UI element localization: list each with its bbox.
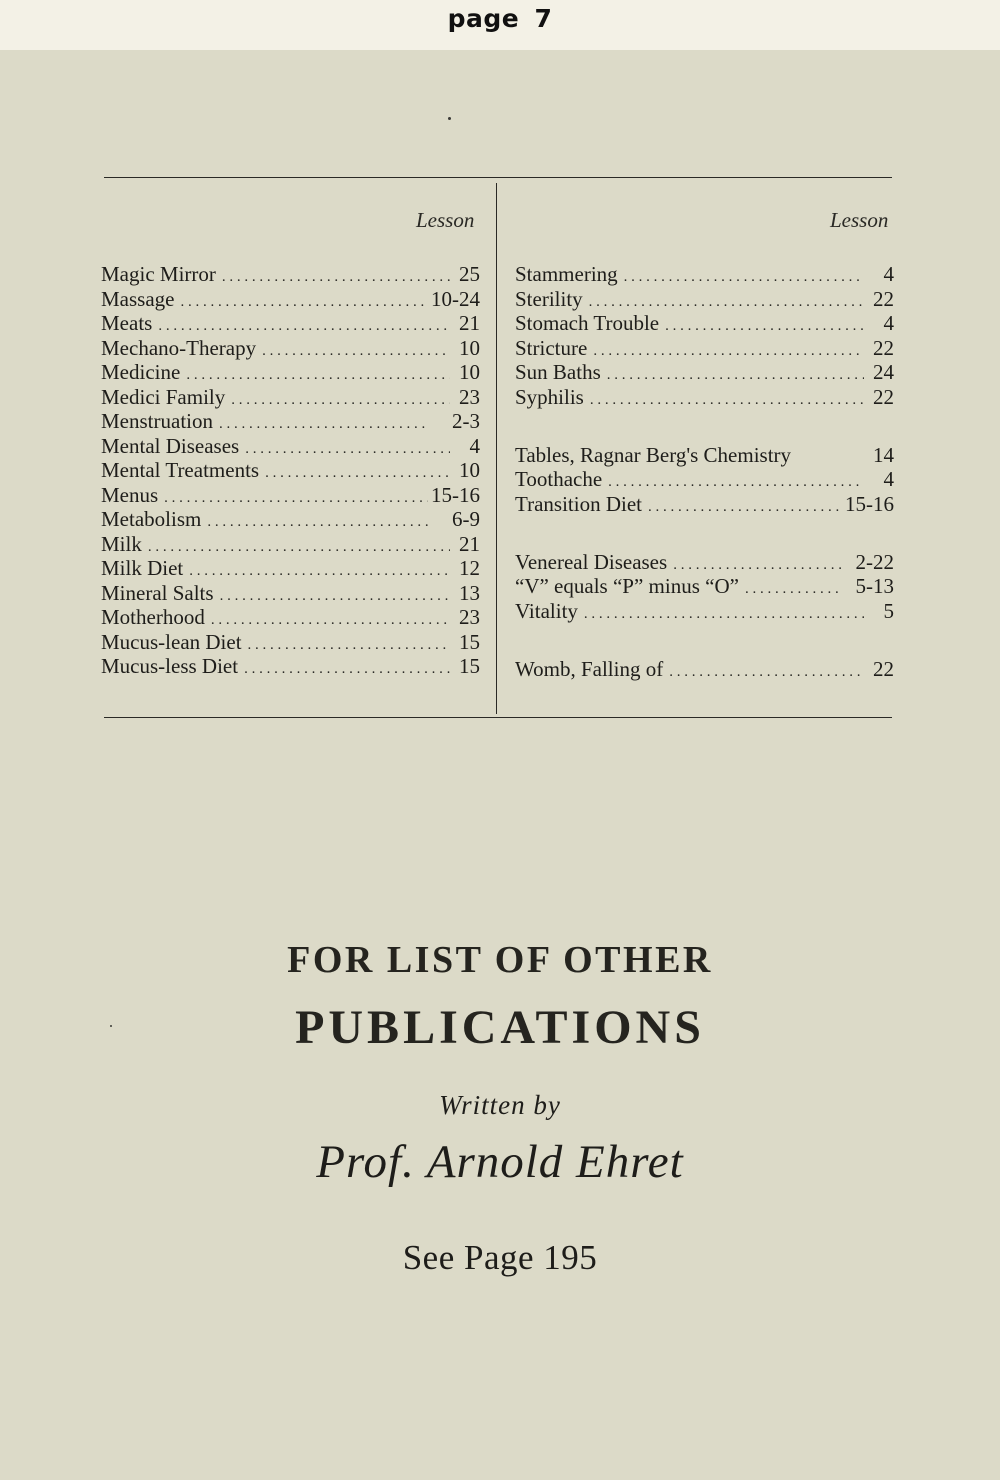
lesson-number: 2-3 xyxy=(452,409,480,433)
index-entry xyxy=(101,458,480,483)
index-term: Toothache xyxy=(515,467,603,491)
lesson-number: 21 xyxy=(459,311,480,335)
index-entry xyxy=(515,262,894,287)
index-right-column xyxy=(515,262,894,681)
lesson-number: 15-16 xyxy=(845,491,894,516)
leader-dots xyxy=(201,510,428,535)
lesson-number: 23 xyxy=(459,605,480,629)
lesson-number: 22 xyxy=(873,335,894,360)
leader-dots xyxy=(578,602,864,627)
leader-dots xyxy=(239,437,450,462)
lesson-number: 6-9 xyxy=(452,507,480,531)
bottom-rule xyxy=(104,717,892,718)
index-term: Mental Diseases xyxy=(101,433,240,458)
index-left-column xyxy=(101,262,480,679)
leader-dots xyxy=(142,535,450,560)
index-entry xyxy=(101,385,480,410)
lesson-number: 10 xyxy=(459,458,480,482)
index-term: Mucus-lean Diet xyxy=(101,629,242,654)
leader-dots xyxy=(216,265,450,290)
lesson-number: 22 xyxy=(873,656,894,681)
index-entry xyxy=(101,434,480,459)
leader-dots xyxy=(225,388,450,413)
lesson-number: 5 xyxy=(883,598,894,623)
index-entry xyxy=(515,385,894,410)
index-entry xyxy=(101,483,480,508)
lesson-number: 24 xyxy=(873,360,894,384)
top-rule xyxy=(104,177,892,178)
leader-dots xyxy=(739,577,842,602)
publications-heading-line2: PUBLICATIONS xyxy=(295,1001,705,1054)
index-term: Tables, Ragnar Berg's Chemistry xyxy=(515,442,792,467)
index-term: “V” equals “P” minus “O” xyxy=(515,574,739,598)
lesson-number: 15 xyxy=(459,654,480,678)
lesson-number: 21 xyxy=(459,531,480,556)
index-term: Womb, Falling of xyxy=(515,656,664,681)
lesson-number: 15-16 xyxy=(431,482,480,507)
leader-dots xyxy=(601,363,864,388)
leader-dots xyxy=(213,412,428,437)
index-term: Menstruation xyxy=(101,409,213,433)
leader-dots xyxy=(659,314,864,339)
index-term: Mental Treatments xyxy=(101,458,260,482)
index-term: Menus xyxy=(101,482,159,507)
page-label: page 7 xyxy=(447,4,553,33)
lesson-number: 22 xyxy=(873,286,894,311)
leader-dots xyxy=(642,495,842,520)
group-spacer xyxy=(515,623,894,657)
lesson-number: 25 xyxy=(459,262,480,286)
lesson-number: 5-13 xyxy=(855,574,894,598)
index-term: Medici Family xyxy=(101,384,226,409)
leader-dots xyxy=(214,584,450,609)
index-term: Venereal Diseases xyxy=(515,549,668,574)
index-term: Vitality xyxy=(515,598,578,623)
index-term: Magic Mirror xyxy=(101,262,216,286)
index-entry xyxy=(515,599,894,624)
index-term: Stricture xyxy=(515,335,588,360)
index-entry xyxy=(101,630,480,655)
index-term: Syphilis xyxy=(515,384,584,409)
index-term: Milk xyxy=(101,531,142,556)
lesson-number: 10 xyxy=(459,360,480,384)
index-term: Mineral Salts xyxy=(101,580,214,605)
index-entry xyxy=(515,443,894,468)
leader-dots xyxy=(183,559,450,584)
index-term: Motherhood xyxy=(101,605,205,629)
leader-dots xyxy=(238,657,450,682)
right-column-heading: Lesson xyxy=(830,208,889,232)
index-term: Stammering xyxy=(515,262,618,286)
lesson-number: 2-22 xyxy=(855,549,894,574)
index-entry xyxy=(515,336,894,361)
page-header-bar xyxy=(0,0,1000,50)
index-entry xyxy=(101,581,480,606)
group-spacer xyxy=(515,516,894,550)
leader-dots xyxy=(259,461,450,486)
index-entry xyxy=(101,409,480,434)
index-entry xyxy=(101,605,480,630)
leader-dots xyxy=(663,660,864,685)
publications-heading-line1: FOR LIST OF OTHER xyxy=(287,939,713,981)
leader-dots xyxy=(242,633,450,658)
index-entry xyxy=(101,360,480,385)
index-entry xyxy=(101,507,480,532)
see-page-reference: See Page 195 xyxy=(402,1238,598,1277)
index-entry xyxy=(515,287,894,312)
leader-dots xyxy=(205,608,450,633)
index-term: Sterility xyxy=(515,286,583,311)
index-entry xyxy=(101,262,480,287)
index-term: Sun Baths xyxy=(515,360,601,384)
index-entry xyxy=(101,311,480,336)
leader-dots xyxy=(618,265,864,290)
index-term: Mucus-less Diet xyxy=(101,654,239,678)
index-term: Mechano-Therapy xyxy=(101,335,257,360)
lesson-number: 15 xyxy=(459,629,480,654)
leader-dots xyxy=(256,339,450,364)
index-entry xyxy=(101,556,480,581)
index-term: Meats xyxy=(101,311,153,335)
index-entry xyxy=(515,657,894,682)
lesson-number: 23 xyxy=(459,384,480,409)
index-term: Massage xyxy=(101,286,175,311)
index-entry xyxy=(515,574,894,599)
index-entry xyxy=(101,654,480,679)
lesson-number: 10-24 xyxy=(431,286,480,311)
index-entry xyxy=(101,532,480,557)
index-entry xyxy=(515,550,894,575)
print-speck xyxy=(448,117,451,120)
index-term: Stomach Trouble xyxy=(515,311,660,335)
index-entry xyxy=(515,360,894,385)
lesson-number: 4 xyxy=(469,433,480,458)
lesson-number: 4 xyxy=(883,467,894,491)
group-spacer xyxy=(515,409,894,443)
lesson-number: 14 xyxy=(873,442,894,467)
left-column-heading: Lesson xyxy=(416,208,475,232)
lesson-number: 13 xyxy=(459,580,480,605)
index-entry xyxy=(101,287,480,312)
lesson-number: 22 xyxy=(873,384,894,409)
index-entry xyxy=(515,492,894,517)
leader-dots xyxy=(587,339,864,364)
index-entry xyxy=(515,311,894,336)
lesson-number: 4 xyxy=(883,311,894,335)
index-entry xyxy=(101,336,480,361)
index-entry xyxy=(515,467,894,492)
author-name: Prof. Arnold Ehret xyxy=(316,1136,684,1188)
lesson-number: 12 xyxy=(459,556,480,580)
index-term: Metabolism xyxy=(101,507,202,531)
leader-dots xyxy=(174,290,428,315)
index-term: Milk Diet xyxy=(101,556,184,580)
lesson-number: 4 xyxy=(883,262,894,286)
written-by-label: Written by xyxy=(439,1090,561,1120)
index-term: Medicine xyxy=(101,360,181,384)
lesson-number: 10 xyxy=(459,335,480,360)
index-term: Transition Diet xyxy=(515,491,642,516)
column-divider xyxy=(496,183,497,714)
leader-dots xyxy=(584,388,864,413)
